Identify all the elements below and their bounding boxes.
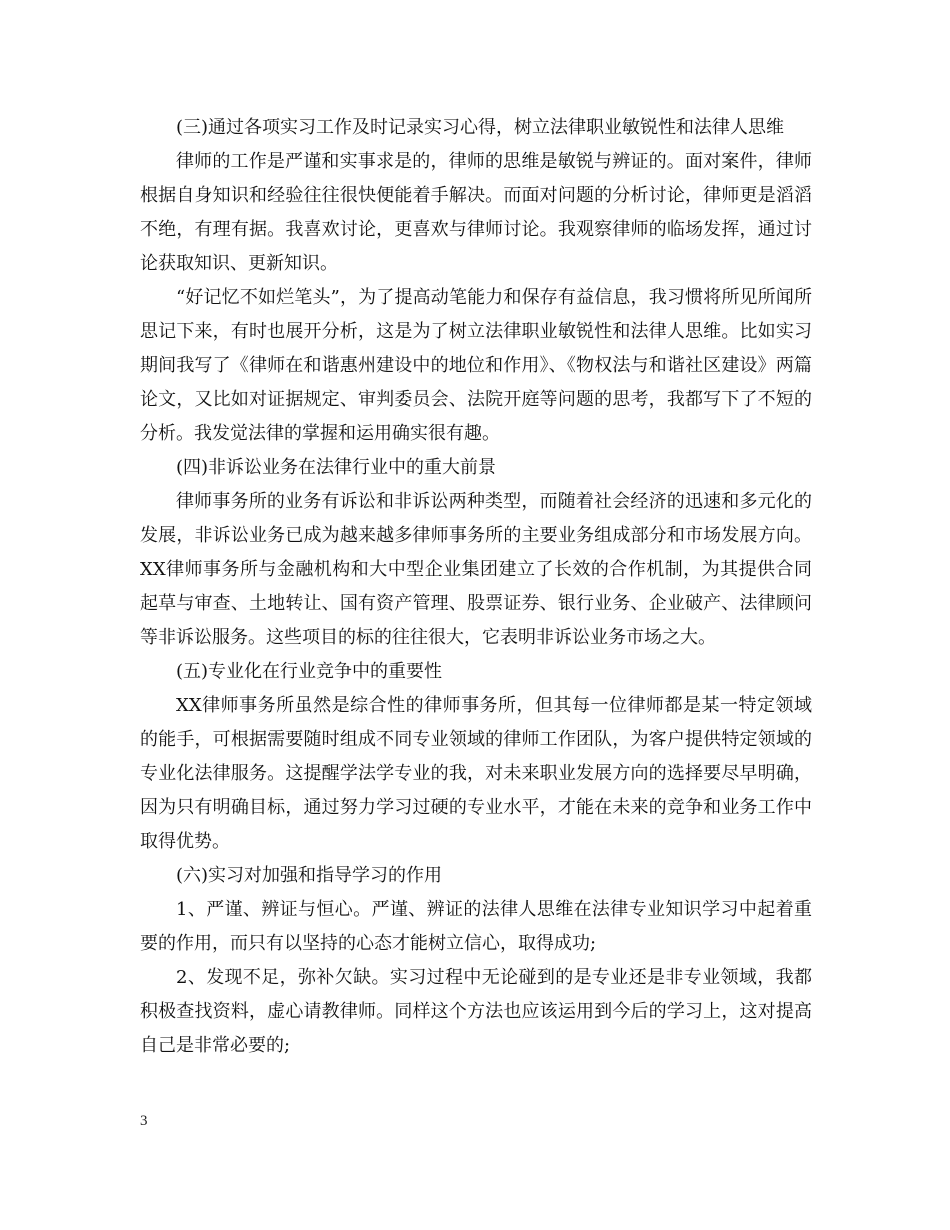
heading-section-3: (三)通过各项实习工作及时记录实习心得，树立法律职业敏锐性和法律人思维 [176,117,785,138]
heading-section-6: (六)实习对加强和指导学习的作用 [176,865,443,886]
document-body [140,111,812,1063]
page-number: 3 [140,1113,148,1129]
paragraph: “好记忆不如烂笔头”，为了提高动笔能力和保存有益信息，我习惯将所见所闻所思记下来，有时也展开分析，这是为了树立法律职业敏锐性和法律人思维。比如实习期间我写了《律师在和谐惠州建设中的地位和作用》、《物权法与和谐社区建设》两篇论文，又比如对证据规定、审判委员会、法院开庭等问题的思考，我都写下了不短的分析。我发觉法律的掌握和运用确实很有趣。 [140,287,812,444]
heading-section-5: (五)专业化在行业竞争中的重要性 [176,661,443,682]
list-item: 2、发现不足，弥补欠缺。实习过程中无论碰到的是专业还是非专业领域，我都积极查找资料，虚心请教律师。同样这个方法也应该运用到今后的学习上，这对提高自己是非常必要的; [140,967,812,1056]
paragraph: XX律师事务所虽然是综合性的律师事务所，但其每一位律师都是某一特定领域的能手，可根据需要随时组成不同专业领域的律师工作团队，为客户提供特定领域的专业化法律服务。这提醒学法学专业的我，对未来职业发展方向的选择要尽早明确，因为只有明确目标，通过努力学习过硬的专业水平，才能在未来的竞争和业务工作中取得优势。 [140,695,812,852]
paragraph: 律师事务所的业务有诉讼和非诉讼两种类型，而随着社会经济的迅速和多元化的发展，非诉讼业务已成为越来越多律师事务所的主要业务组成部分和市场发展方向。XX律师事务所与金融机构和大中型企业集团建立了长效的合作机制，为其提供合同起草与审查、土地转让、国有资产管理、股票证券、银行业务、企业破产、法律顾问等非诉讼服务。这些项目的标的往往很大，它表明非诉讼业务市场之大。 [140,491,812,648]
heading-section-4: (四)非诉讼业务在法律行业中的重大前景 [176,457,497,478]
list-item: 1、严谨、辨证与恒心。严谨、辨证的法律人思维在法律专业知识学习中起着重要的作用，而只有以坚持的心态才能树立信心，取得成功; [140,899,812,954]
paragraph: 律师的工作是严谨和实事求是的，律师的思维是敏锐与辨证的。面对案件，律师根据自身知识和经验往往很快便能着手解决。而面对问题的分析讨论，律师更是滔滔不绝，有理有据。我喜欢讨论，更喜欢与律师讨论。我观察律师的临场发挥，通过讨论获取知识、更新知识。 [140,151,812,274]
